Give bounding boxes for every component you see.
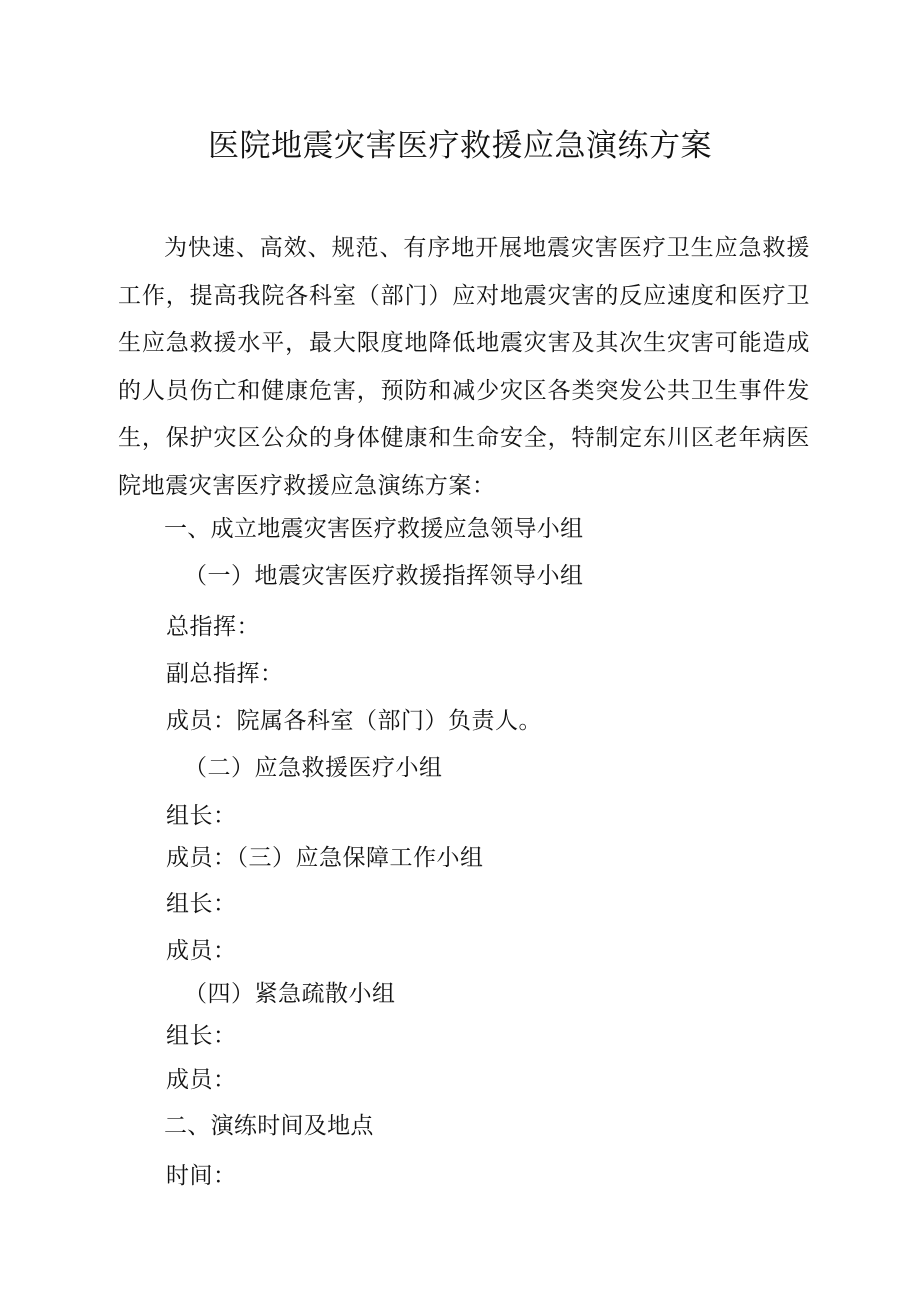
section-1-heading: 一、成立地震灾害医疗救援应急领导小组 <box>164 516 584 542</box>
group-4-leader: 组长： <box>166 1023 237 1049</box>
document-title: 医院地震灾害医疗救援应急演练方案 <box>208 128 712 164</box>
group-4-members: 成员： <box>166 1067 237 1093</box>
time-label: 时间： <box>166 1163 237 1189</box>
group-1-members: 成员：院属各科室（部门）负责人。 <box>166 708 542 734</box>
group-1-title: （一）地震灾害医疗救援指挥领导小组 <box>184 563 584 589</box>
group-3-leader: 组长： <box>166 891 237 917</box>
commander-label: 总指挥： <box>166 614 260 640</box>
section-2-heading: 二、演练时间及地点 <box>164 1113 374 1139</box>
intro-paragraph: 为快速、高效、规范、有序地开展地震灾害医疗卫生应急救援工作，提高我院各科室（部门）应对地震灾害的反应速度和医疗卫生应急救援水平，最大限度地降低地震灾害及其次生灾害可能造成的人员伤亡和健康危害，预防和减少灾区各类突发公共卫生事件发生，保护灾区公众的身体健康和生命安全，特制定东川区老年病医院地震灾害医疗救援应急演练方案： <box>118 235 810 499</box>
group-3-members: 成员： <box>166 938 237 964</box>
group-2-title: （二）应急救援医疗小组 <box>184 755 443 781</box>
group-2-members-group-3-title: 成员：（三）应急保障工作小组 <box>166 845 484 871</box>
deputy-commander-label: 副总指挥： <box>166 661 284 687</box>
group-2-leader: 组长： <box>166 803 237 829</box>
group-4-title: （四）紧急疏散小组 <box>184 981 396 1007</box>
